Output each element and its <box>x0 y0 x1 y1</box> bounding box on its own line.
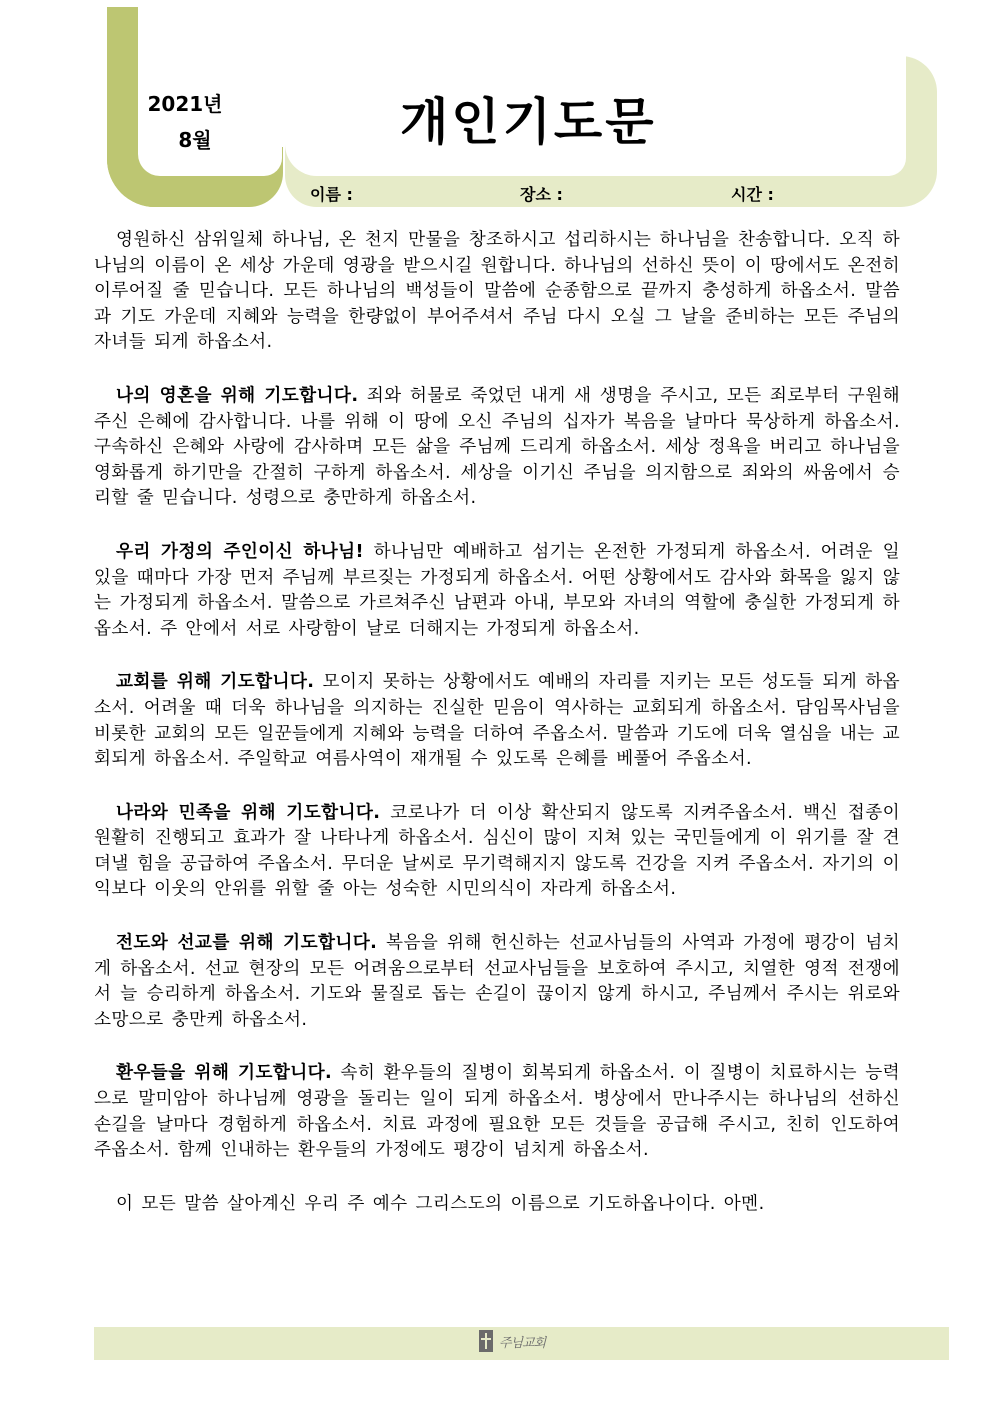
paragraph-closing <box>94 1192 900 1218</box>
paragraph-lead: 환우들을 위해 기도합니다. <box>116 1063 333 1084</box>
place-field-label: 장소 : <box>520 185 563 204</box>
header-month: 8월 <box>178 128 212 152</box>
paragraph-opening <box>94 228 900 356</box>
church-logo <box>479 1330 545 1352</box>
cross-door-icon <box>479 1330 493 1352</box>
paragraph-patients <box>94 1061 900 1163</box>
paragraph-lead: 교회를 위해 기도합니다. <box>116 672 315 693</box>
header-year: 2021년 <box>147 92 223 116</box>
paragraph-lead: 전도와 선교를 위해 기도합니다. <box>116 933 378 954</box>
paragraph-text: 죄와 허물로 죽었던 내게 새 생명을 주시고, 모든 죄로부터 구원해 주신 은혜에 감사합니다. 나를 위해 이 땅에 오신 주님의 십자가 복음을 날마다 묵상하게 하옵소서. 구속하신 은혜와 사랑에 감사하며 모든 삶을 주님께 드리게 하옵소서. 세상 정욕을 버리고 하나님을 영화롭게 하기만을 간절히 구하게 하옵소서. 세상을 이기신 주님을 의지함으로 죄와의 싸움에서 승리할 줄 믿습니다. 성령으로 충만하게 하옵소서. <box>94 385 900 509</box>
paragraph-lead: 나의 영혼을 위해 기도합니다. <box>116 385 359 406</box>
paragraph-nation <box>94 801 900 903</box>
page-title: 개인기도문 <box>400 93 657 151</box>
paragraph-my-soul <box>94 384 900 512</box>
paragraph-text: 복음을 위해 헌신하는 선교사님들의 사역과 가정에 평강이 넘치게 하옵소서. 선교 현장의 모든 어려움으로부터 선교사님들을 보호하여 주시고, 치열한 영적 전쟁에서 늘 승리하게 하옵소서. 기도와 물질로 돕는 손길이 끊이지 않게 하시고, 주님께서 주시는 위로와 소망으로 충만케 하옵소서. <box>94 933 900 1030</box>
name-field-label: 이름 : <box>310 185 353 204</box>
paragraph-text: 하나님만 예배하고 섬기는 온전한 가정되게 하옵소서. 어려운 일 있을 때마다 가장 먼저 주님께 부르짖는 가정되게 하옵소서. 어떤 상황에서도 감사와 화목을 잃지 않는 가정되게 하옵소서. 말씀으로 가르쳐주신 남편과 아내, 부모와 자녀의 역할에 충실한 가정되게 하옵소서. 주 안에서 서로 사랑함이 날로 더해지는 가정되게 하옵소서. <box>94 541 900 639</box>
paragraph-text: 모이지 못하는 상황에서도 예배의 자리를 지키는 모든 성도들 되게 하옵소서. 어려울 때 더욱 하나님을 의지하는 진실한 믿음이 역사하는 교회되게 하옵소서. 담임목사님을 비롯한 교회의 모든 일꾼들에게 지혜와 능력을 더하여 주옵소서. 말씀과 기도에 더욱 열심을 내는 교회되게 하옵소서. 주일학교 여름사역이 재개될 수 있도록 은혜를 베풀어 주옵소서. <box>94 672 900 770</box>
paragraph-family <box>94 540 900 642</box>
paragraph-text: 이 모든 말씀 살아계신 우리 주 예수 그리스도의 이름으로 기도하옵나이다. 아멘. <box>116 1193 765 1214</box>
paragraph-lead: 우리 가정의 주인이신 하나님! <box>116 541 364 562</box>
church-logo-text: 주님교회 <box>499 1335 546 1351</box>
paragraph-text: 속히 환우들의 질병이 회복되게 하옵소서. 이 질병이 치료하시는 능력으로 말미암아 하나님께 영광을 돌리는 일이 되게 하옵소서. 병상에서 만나주시는 하나님의 선하신 손길을 날마다 경험하게 하옵소서. 치료 과정에 필요한 모든 것들을 공급해 주시고, 친히 인도하여 주옵소서. 함께 인내하는 환우들의 가정에도 평강이 넘치게 하옵소서. <box>94 1063 900 1161</box>
paragraph-text: 영원하신 삼위일체 하나님, 온 천지 만물을 창조하시고 섭리하시는 하나님을 찬송합니다. 오직 하나님의 이름이 온 세상 가운데 영광을 받으시길 원합니다. 하나님의 선하신 뜻이 이 땅에서도 온전히 이루어질 줄 믿습니다. 모든 하나님의 백성들이 말씀에 순종함으로 끝까지 충성하게 하옵소서. 말씀과 기도 가운데 지혜와 능력을 한량없이 부어주셔서 주님 다시 오실 그 날을 준비하는 모든 주님의 자녀들 되게 하옵소서. <box>94 230 900 353</box>
paragraph-mission <box>94 931 900 1033</box>
prayer-body <box>94 228 900 1217</box>
paragraph-church <box>94 670 900 772</box>
paragraph-text: 코로나가 더 이상 확산되지 않도록 지켜주옵소서. 백신 접종이 원활히 진행되고 효과가 잘 나타나게 하옵소서. 심신이 많이 지쳐 있는 국민들에게 이 위기를 잘 견뎌낼 힘을 공급하여 주옵소서. 무더운 날씨로 무기력해지지 않도록 건강을 지켜 주옵소서. 자기의 이익보다 이웃의 안위를 위할 줄 아는 성숙한 시민의식이 자라게 하옵소서. <box>94 802 900 900</box>
paragraph-lead: 나라와 민족을 위해 기도합니다. <box>116 802 381 823</box>
time-field-label: 시간 : <box>731 185 774 204</box>
